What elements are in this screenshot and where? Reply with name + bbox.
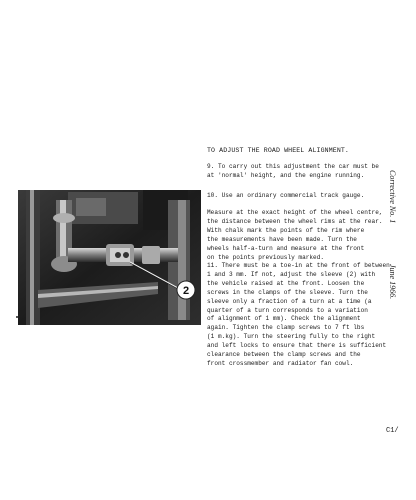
paragraph-9 [207,163,379,181]
section-heading: TO ADJUST THE ROAD WHEEL ALIGNMENT. [207,147,349,154]
paragraph-11 [207,262,390,369]
text-line: front crossmember and radiator fan cowl. [207,359,354,367]
text-line: quarter of a turn corresponds to a variation [207,306,368,314]
text-line: Measure at the exact height of the wheel centre, [207,209,383,216]
text-line: 1 and 3 mm. If not, adjust the sleeve (2) with [207,270,376,278]
text-line: screws in the clamps of the sleeve. Turn the [207,288,368,296]
photo-graphic [18,190,201,325]
text-line: and left locks to ensure that there is sufficient [207,342,387,350]
text-line: of alignment of 1 mm). Check the alignment [207,315,361,323]
text-line: 9. To carry out this adjustment the car must be [207,163,379,170]
margin-mark [16,316,18,318]
text-line: 10. Use an ordinary commercial track gauge. [207,192,365,199]
text-line: at 'normal' height, and the engine running. [207,171,365,179]
text-line: sleeve only a fraction of a turn at a time (a [207,297,372,305]
corrective-note: Corrective No. 1 [388,170,397,224]
text-line: wheels half-a-turn and measure at the front [207,244,365,252]
text-line: (1 m.kg). Turn the steering fully to the right [207,333,376,341]
callout-label: 2 [182,285,190,297]
text-line: on the points previously marked. [207,253,325,261]
text-line: the vehicle raised at the front. Loosen the [207,279,365,287]
text-line: clearance between the clamp screws and the [207,351,361,359]
text-line: the measurements have been made. Turn the [207,235,357,243]
page-number: C1/ [386,427,399,435]
steering-sleeve-photo [18,190,201,325]
date-note: June 1966. [388,264,397,300]
paragraph-measure [207,209,383,262]
text-line: again. Tighten the clamp screws to 7 ft lbs [207,324,365,332]
text-line: the distance between the wheel rims at the rear. [207,217,383,225]
text-line: 11. There must be a toe-in at the front of between [207,262,390,269]
paragraph-10 [207,192,364,201]
text-line: With chalk mark the points of the rim where [207,226,365,234]
